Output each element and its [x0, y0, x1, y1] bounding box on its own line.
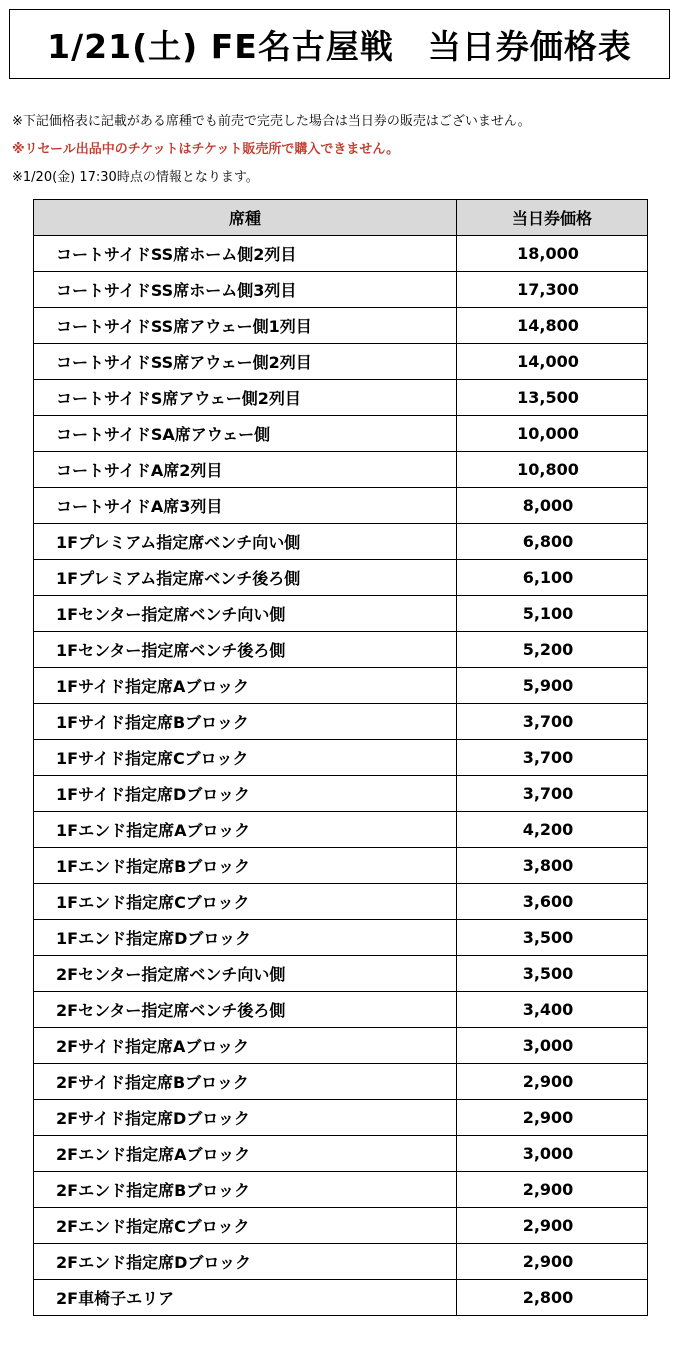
table-row — [34, 1100, 648, 1136]
seat-type-cell: コートサイドA席2列目 — [34, 452, 457, 488]
table-row — [34, 596, 648, 632]
seat-type-cell: コートサイドSS席アウェー側2列目 — [34, 344, 457, 380]
seat-type-cell: 1Fエンド指定席Cブロック — [34, 884, 457, 920]
seat-type-cell: 2Fエンド指定席Aブロック — [34, 1136, 457, 1172]
table-row — [34, 380, 648, 416]
price-cell: 13,500 — [457, 380, 648, 416]
seat-type-cell: 1Fサイド指定席Aブロック — [34, 668, 457, 704]
table-row — [34, 1172, 648, 1208]
seat-type-cell: 2Fセンター指定席ベンチ向い側 — [34, 956, 457, 992]
table-row — [34, 236, 648, 272]
table-row — [34, 560, 648, 596]
seat-type-cell: 2Fサイド指定席Dブロック — [34, 1100, 457, 1136]
table-row — [34, 632, 648, 668]
seat-type-cell: 2Fエンド指定席Cブロック — [34, 1208, 457, 1244]
price-cell: 6,100 — [457, 560, 648, 596]
price-cell: 6,800 — [457, 524, 648, 560]
seat-type-cell: コートサイドSS席ホーム側2列目 — [34, 236, 457, 272]
price-table — [33, 199, 648, 1316]
table-row — [34, 1136, 648, 1172]
price-cell: 3,700 — [457, 776, 648, 812]
table-row — [34, 1028, 648, 1064]
table-row — [34, 272, 648, 308]
price-cell: 2,900 — [457, 1208, 648, 1244]
table-row — [34, 812, 648, 848]
table-row — [34, 704, 648, 740]
price-cell: 5,200 — [457, 632, 648, 668]
price-cell: 3,400 — [457, 992, 648, 1028]
notes — [12, 108, 531, 192]
seat-type-cell: 1Fサイド指定席Dブロック — [34, 776, 457, 812]
seat-type-cell: コートサイドA席3列目 — [34, 488, 457, 524]
seat-type-cell: 2Fサイド指定席Aブロック — [34, 1028, 457, 1064]
table-row — [34, 308, 648, 344]
table-row — [34, 992, 648, 1028]
price-cell: 10,000 — [457, 416, 648, 452]
price-cell: 14,000 — [457, 344, 648, 380]
price-cell: 3,800 — [457, 848, 648, 884]
seat-type-cell: 1Fサイド指定席Bブロック — [34, 704, 457, 740]
table-row — [34, 344, 648, 380]
price-cell: 3,700 — [457, 704, 648, 740]
table-row — [34, 668, 648, 704]
seat-type-cell: 2F車椅子エリア — [34, 1280, 457, 1316]
price-cell: 2,900 — [457, 1172, 648, 1208]
table-row — [34, 884, 648, 920]
header-seat-type: 席種 — [34, 200, 457, 236]
seat-type-cell: 1Fセンター指定席ベンチ後ろ側 — [34, 632, 457, 668]
price-cell: 2,800 — [457, 1280, 648, 1316]
price-cell: 2,900 — [457, 1064, 648, 1100]
table-row — [34, 956, 648, 992]
note-sold-out: ※下記価格表に記載がある席種でも前売で完売した場合は当日券の販売はございません。 — [12, 114, 531, 129]
price-cell: 5,900 — [457, 668, 648, 704]
seat-type-cell: コートサイドS席アウェー側2列目 — [34, 380, 457, 416]
price-cell: 14,800 — [457, 308, 648, 344]
page-title: 1/21(土) FE名古屋戦 当日券価格表 — [47, 26, 632, 66]
table-row — [34, 1280, 648, 1316]
price-cell: 8,000 — [457, 488, 648, 524]
table-row — [34, 416, 648, 452]
price-cell: 3,700 — [457, 740, 648, 776]
table-row — [34, 848, 648, 884]
seat-type-cell: 2Fサイド指定席Bブロック — [34, 1064, 457, 1100]
seat-type-cell: 2Fエンド指定席Bブロック — [34, 1172, 457, 1208]
note-resale: ※リセール出品中のチケットはチケット販売所で購入できません。 — [12, 142, 400, 157]
seat-type-cell: 2Fセンター指定席ベンチ後ろ側 — [34, 992, 457, 1028]
price-cell: 3,600 — [457, 884, 648, 920]
table-row — [34, 740, 648, 776]
seat-type-cell: 1Fエンド指定席Bブロック — [34, 848, 457, 884]
price-cell: 17,300 — [457, 272, 648, 308]
header-price: 当日券価格 — [457, 200, 648, 236]
note-info-time: ※1/20(金) 17:30時点の情報となります。 — [12, 170, 259, 185]
table-row — [34, 524, 648, 560]
seat-type-cell: コートサイドSS席アウェー側1列目 — [34, 308, 457, 344]
price-cell: 5,100 — [457, 596, 648, 632]
price-cell: 18,000 — [457, 236, 648, 272]
price-cell: 3,000 — [457, 1028, 648, 1064]
seat-type-cell: 2Fエンド指定席Dブロック — [34, 1244, 457, 1280]
seat-type-cell: 1Fエンド指定席Aブロック — [34, 812, 457, 848]
price-cell: 2,900 — [457, 1100, 648, 1136]
price-table-body — [34, 236, 648, 1316]
table-row — [34, 920, 648, 956]
table-row — [34, 1064, 648, 1100]
table-row — [34, 1244, 648, 1280]
table-row — [34, 452, 648, 488]
title-box — [9, 9, 670, 79]
seat-type-cell: 1Fプレミアム指定席ベンチ向い側 — [34, 524, 457, 560]
seat-type-cell: 1Fサイド指定席Cブロック — [34, 740, 457, 776]
price-cell: 4,200 — [457, 812, 648, 848]
seat-type-cell: 1Fエンド指定席Dブロック — [34, 920, 457, 956]
price-cell: 10,800 — [457, 452, 648, 488]
price-cell: 2,900 — [457, 1244, 648, 1280]
seat-type-cell: コートサイドSA席アウェー側 — [34, 416, 457, 452]
table-header-row — [34, 200, 648, 236]
price-cell: 3,500 — [457, 956, 648, 992]
price-cell: 3,000 — [457, 1136, 648, 1172]
table-row — [34, 776, 648, 812]
table-row — [34, 488, 648, 524]
seat-type-cell: 1Fセンター指定席ベンチ向い側 — [34, 596, 457, 632]
table-row — [34, 1208, 648, 1244]
seat-type-cell: 1Fプレミアム指定席ベンチ後ろ側 — [34, 560, 457, 596]
price-cell: 3,500 — [457, 920, 648, 956]
seat-type-cell: コートサイドSS席ホーム側3列目 — [34, 272, 457, 308]
